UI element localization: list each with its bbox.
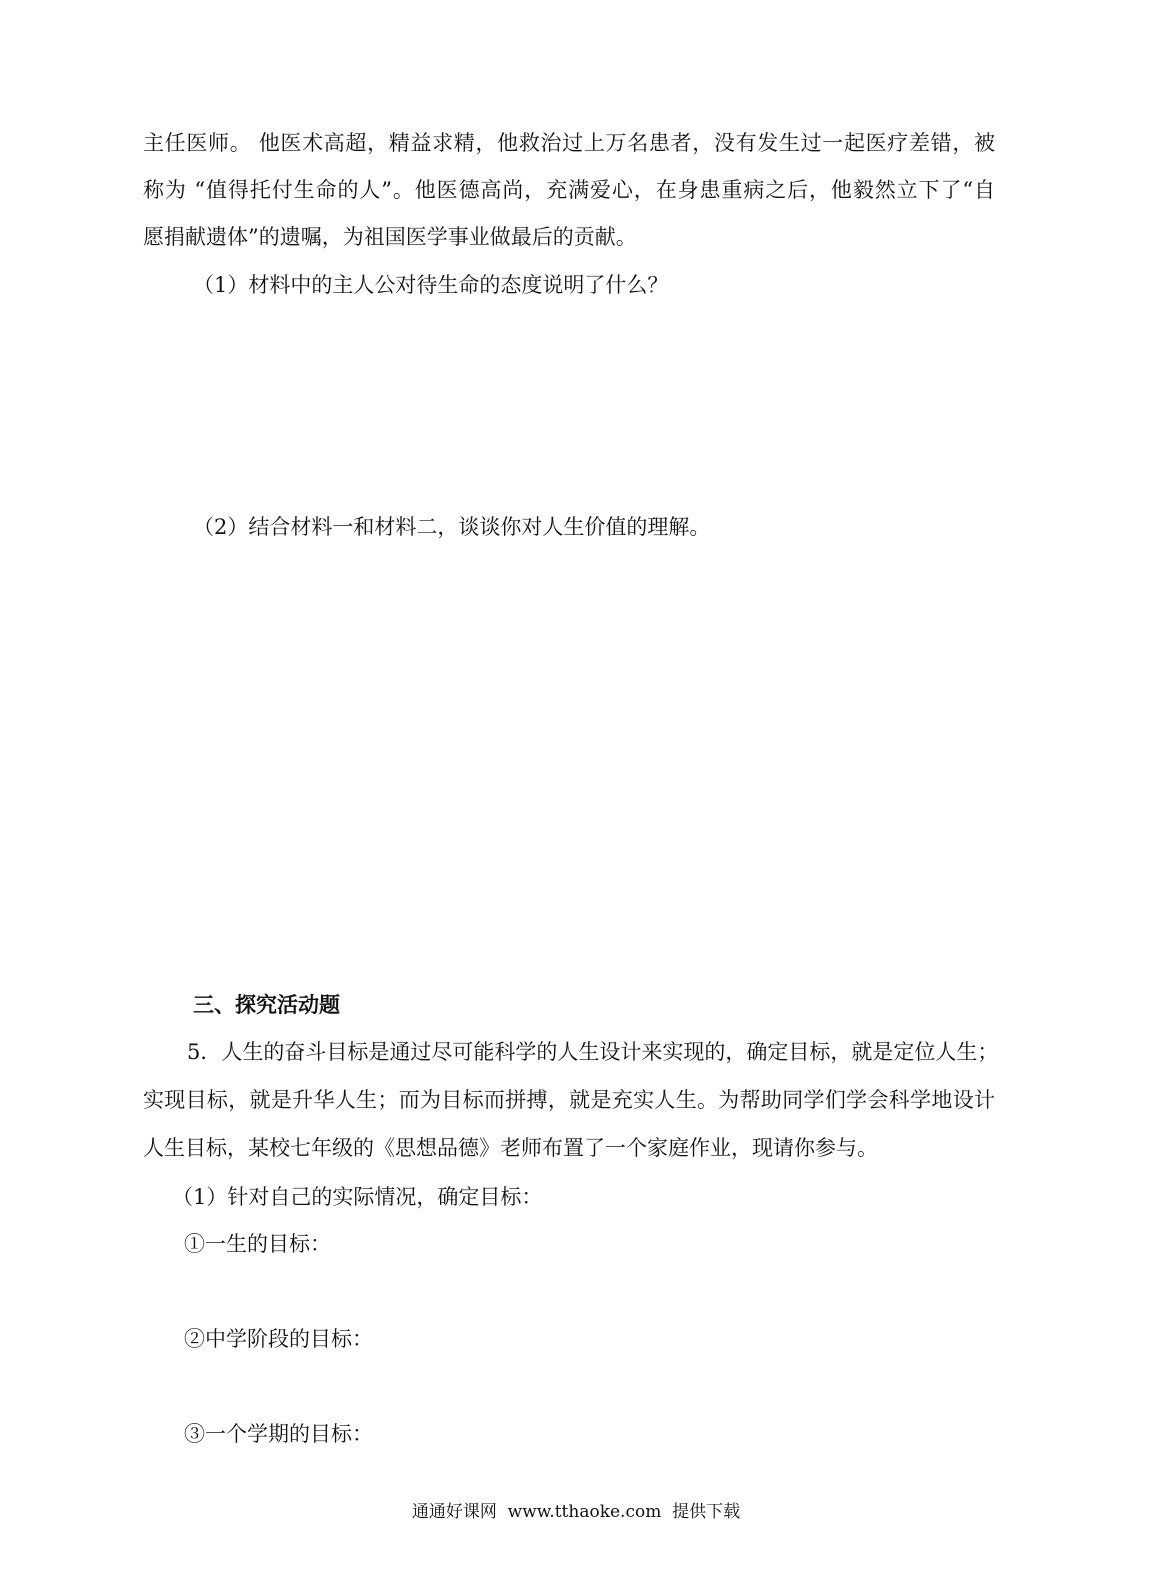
question-5-line-3: 人生目标，某校七年级的《思想品德》老师布置了一个家庭作业，现请你参与。 (143, 1136, 878, 1160)
goal-semester: ③一个学期的目标： (184, 1422, 373, 1446)
section-heading: 三、探究活动题 (193, 992, 340, 1017)
material-text-line-1: 主任医师。 他医术高超，精益求精，他救治过上万名患者，没有发生过一起医疗差错，被 (143, 131, 995, 155)
material-text-line-3: 愿捐献遗体”的遗嘱，为祖国医学事业做最后的贡献。 (143, 225, 637, 249)
question-4-part-2: （2）结合材料一和材料二，谈谈你对人生价值的理解。 (193, 515, 711, 539)
goal-lifetime: ①一生的目标： (184, 1232, 331, 1256)
question-5-line-1: 5．人生的奋斗目标是通过尽可能科学的人生设计来实现的，确定目标，就是定位人生； (187, 1040, 999, 1064)
question-5-part-1: （1）针对自己的实际情况，确定目标： (172, 1185, 543, 1209)
goal-middle-school: ②中学阶段的目标： (184, 1327, 373, 1351)
page-footer: 通通好课网 www.tthaoke.com 提供下载 (411, 1502, 741, 1522)
material-text-line-2: 称为 “值得托付生命的人”。他医德高尚，充满爱心，在身患重病之后，他毅然立下了“自 (143, 178, 995, 202)
question-5-line-2: 实现目标，就是升华人生；而为目标而拼搏，就是充实人生。为帮助同学们学会科学地设计 (143, 1088, 995, 1112)
question-4-part-1: （1）材料中的主人公对待生命的态度说明了什么？ (193, 273, 669, 297)
